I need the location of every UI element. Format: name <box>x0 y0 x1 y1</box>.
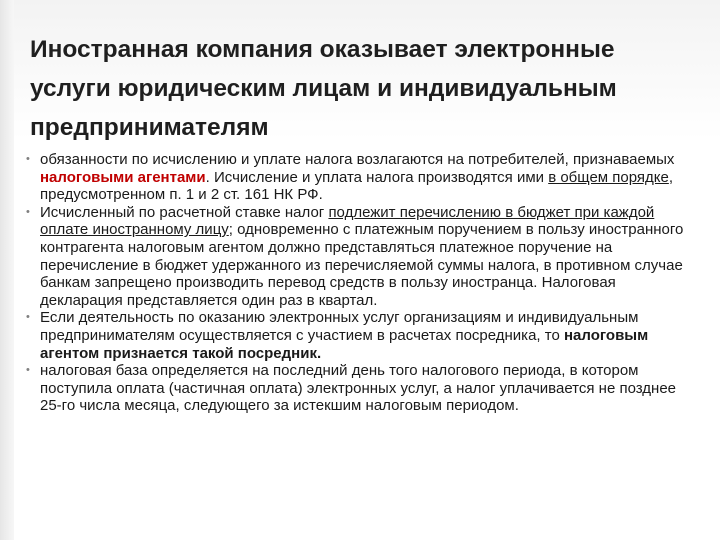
bullet-1-text-a: обязанности по исчислению и уплате налога возлагаются на потребителей, признаваемых <box>40 151 675 168</box>
bullet-1-highlight: налоговыми агентами <box>40 168 206 186</box>
bullet-2-underlined: подлежит перечислению в бюджет при каждой оплате иностранному лицу <box>40 203 655 239</box>
bullet-marker: • <box>26 311 30 324</box>
bullet-item-2 <box>26 204 694 310</box>
bullet-item-3 <box>26 309 694 362</box>
bullet-1-text-b: . Исчисление и уплата налога производятся ими <box>205 168 549 186</box>
bullet-marker: • <box>26 153 30 165</box>
bullet-1-text-c: , предусмотренном п. 1 и 2 ст. 161 НК РФ. <box>40 168 674 204</box>
bullet-3-text-a: Если деятельность по оказанию электронных услуг организациям и индивидуальным предпринимателям осуществляется с участием в расчетах посредника, то <box>40 309 639 344</box>
bullet-marker: • <box>26 205 30 218</box>
bullet-list <box>26 151 694 415</box>
bullet-2-text-a: Исчисленный по расчетной ставке налог <box>40 203 329 221</box>
bullet-item-1 <box>26 151 694 204</box>
bullet-3-bold: налоговым агентом признается такой посредник. <box>40 326 649 362</box>
bullet-2-text-b: ; одновременно с платежным поручением в пользу иностранного контрагента налоговым агентом должно представляться платежное поручение на перечисление в бюджет удержанного из перечисляемой суммы налога, в противном случае банкам запрещено производить перевод средств в пользу иностранца. Налоговая декларация представляется один раз в квартал. <box>40 221 684 309</box>
slide-title: Иностранная компания оказывает электронные услуги юридическим лицам и индивидуальным предпринимателям <box>30 36 617 141</box>
bullet-item-4 <box>26 362 694 415</box>
bullet-marker: • <box>26 364 30 377</box>
slide-edge-decoration <box>0 0 14 540</box>
bullet-1-underlined: в общем порядке <box>548 168 669 186</box>
bullet-4-text: налоговая база определяется на последний день того налогового периода, в котором поступила оплата (частичная оплата) электронных услуг, а налог уплачивается не позднее 25-го числа месяца, следующего за истекшим налоговым периодом. <box>40 362 677 415</box>
